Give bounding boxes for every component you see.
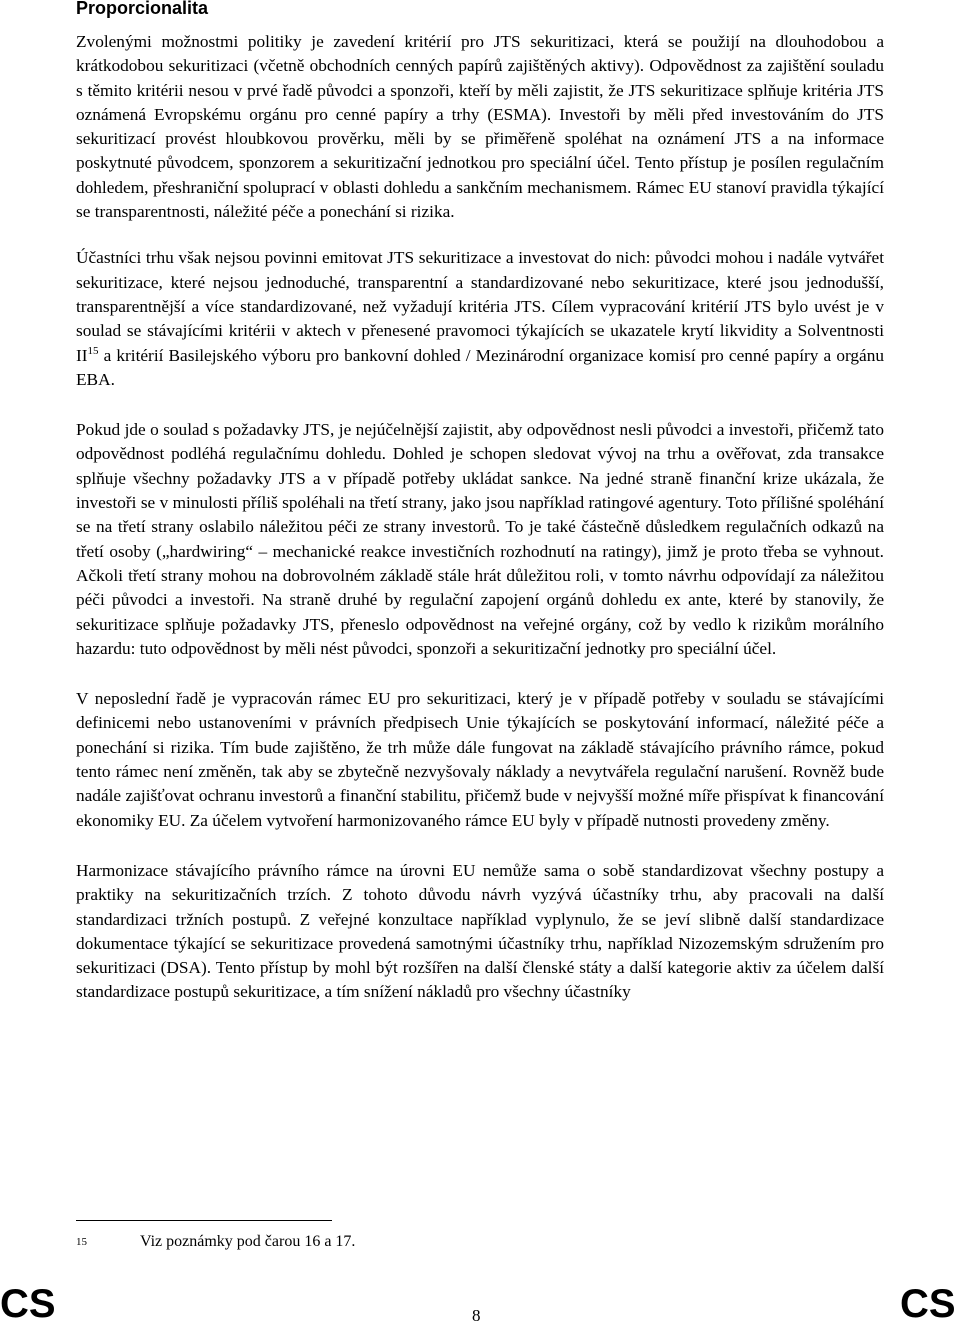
footer-language-right: CS bbox=[900, 1282, 956, 1326]
paragraph-1: Zvolenými možnostmi politiky je zavedení kritérií pro JTS sekuritizaci, která se použijí na dlouhodobou a krátkodobou sekuritizaci (včetně obchodních cenných papírů zajištěných aktivy). Odpovědnost za zajištění souladu s těmito kritérii nesou v prvé řadě původci a sponzoři, kteří by měli zajistit, že JTS sekuritizace splňuje kritéria JTS oznámená Evropskému orgánu pro cenné papíry a trhy (ESMA). Investoři by měli před investováním do JTS sekuritizací provést hloubkovou prověrku, měli by se přiměřeně spoléhat na oznámení JTS a na informace poskytnuté původcem, sponzorem a sekuritizační jednotkou pro speciální účel. Tento přístup je posílen regulačním dohledem, přeshraniční spoluprací v oblasti dohledu a sankčním mechanismem. Rámec EU stanoví pravidla týkající se transparentnosti, náležité péče a ponechání si rizika. bbox=[76, 32, 884, 222]
footnote-reference[interactable]: 15 bbox=[87, 344, 99, 357]
section-heading: Proporcionalita bbox=[76, 0, 209, 18]
footnote-text: Viz poznámky pod čarou 16 a 17. bbox=[140, 1233, 356, 1250]
footer-language-left: CS bbox=[0, 1282, 56, 1326]
paragraph-5: Harmonizace stávajícího právního rámce na úrovni EU nemůže sama o sobě standardizovat všechny postupy a praktiky na sekuritizačních trzích. Z tohoto důvodu návrh vyzývá účastníky trhu, aby pracovali na další standardizaci tržních postupů. Z veřejné konzultace například vyplynulo, že se jeví slibně další standardizace dokumentace týkající se sekuritizace provedená samotnými účastníky trhu, například Nizozemským sdružením pro sekuritizaci (DSA). Tento přístup by mohl být rozšířen na další členské státy a další kategorie aktiv za účelem další standardizace postupů sekuritizace, a tím snížení nákladů pro všechny účastníky bbox=[76, 860, 884, 1002]
footnote-number: 15 bbox=[76, 1236, 87, 1248]
paragraph-2-part-b: a kritérií Basilejského výboru pro bankovní dohled / Mezinárodní organizace komisí pro cenné papíry a orgánu EBA. bbox=[76, 345, 884, 389]
footnote bbox=[76, 1232, 356, 1257]
paragraph-4: V neposlední řadě je vypracován rámec EU pro sekuritizaci, který je v případě potřeby v souladu se stávajícími definicemi nebo ustanoveními v právních předpisech Unie týkajících se poskytování informací, náležité péče a ponechání si rizika. Tím bude zajištěno, že trh může dále fungovat na základě stávajícího právního rámce, pokud tento rámec není změněn, tak aby se zbytečně nezvyšovaly náklady a nevytvářela regulační narušení. Rovněž bude nadále zajišťovat ochranu investorů a finanční stabilitu, přičemž bude v nejvyšší možné míře přispívat k financování ekonomiky EU. Za účelem vytvoření harmonizovaného rámce EU byly v případě nutnosti provedeny změny. bbox=[76, 689, 884, 830]
footnote-divider bbox=[76, 1220, 332, 1221]
paragraph-3: Pokud jde o soulad s požadavky JTS, je nejúčelnější zajistit, aby odpovědnost nesli původci a investoři, přičemž tato odpovědnost podléhá regulačnímu dohledu. Dohled je schopen sledovat vývoj na trhu a ověřovat, zda transakce splňuje všechny požadavky JTS a v případě potřeby ukládat sankce. Na jedné straně finanční krize ukázala, že investoři se v minulosti příliš spoléhali na třetí strany, jako jsou například ratingové agentury. Toto přílišné spoléhání se na třetí strany oslabilo náležitou péči ze strany investorů. To je také částečně důsledkem regulačních odkazů na třetí osoby („hardwiring“ – mechanické reakce investičních rozhodnutí na ratingy), jimž je proto třeba se vyhnout. Ačkoli třetí strany mohou na dobrovolném základě stále hrát důležitou roli, v tomto návrhu odpovídají za náležitou péči původci a investoři. Na straně druhé by regulační zapojení orgánů dohledu ex ante, které by stanovily, že sekuritizace splňuje požadavky JTS, přeneslo odpovědnost na veřejné orgány, což by vedlo k rizikům morálního hazardu: tuto odpovědnost by měli nést původci, sponzoři a sekuritizační jednotky pro speciální účel. bbox=[76, 420, 884, 658]
paragraph-2-part-a: Účastníci trhu však nejsou povinni emitovat JTS sekuritizace a investovat do nich: původci mohou i nadále vytvářet sekuritizace, které nejsou jednoduché, transparentní a standardizované nebo sekuritizace, které jsou jednodušší, transparentnější a více standardizované, než vyžadují kritéria JTS. Cílem vypracování kritérií JTS bylo uvést je v soulad se stávajícími kritérii v aktech v přenesené pravomoci týkajících se ukazatele krytí likvidity a Solventnosti II bbox=[76, 248, 884, 365]
body-text bbox=[76, 30, 884, 1031]
page-number: 8 bbox=[472, 1306, 481, 1325]
paragraph-2 bbox=[76, 246, 884, 392]
